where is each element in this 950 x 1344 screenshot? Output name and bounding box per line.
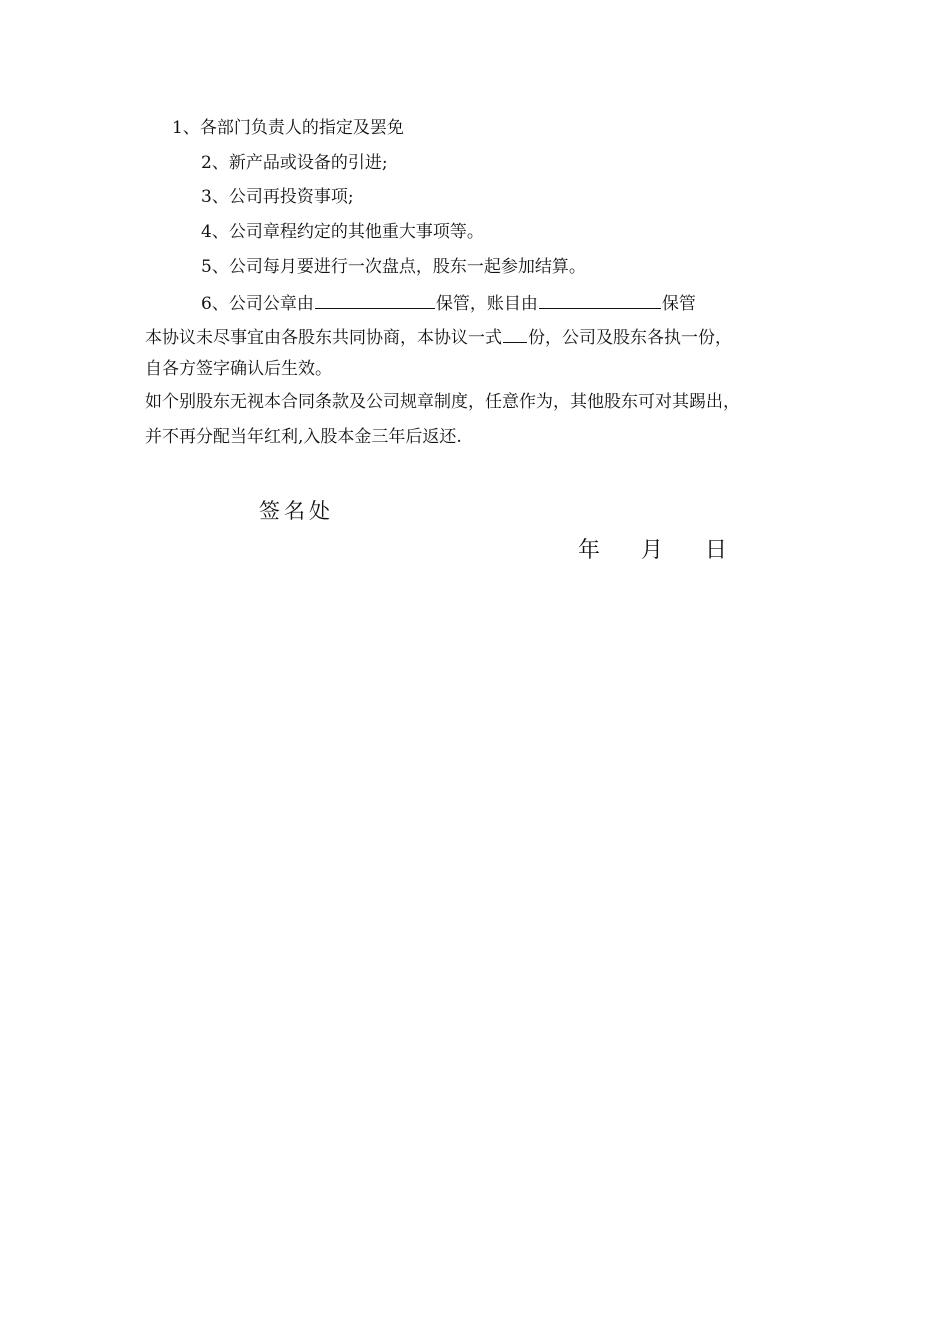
signature-label: 签名处 (259, 499, 334, 523)
clause-item-6-middle: 保管，账目由 (435, 294, 538, 314)
agreement-line-1-suffix: 份，公司及股东各执一份， (528, 328, 732, 348)
copies-blank (503, 325, 527, 343)
agreement-line-1 (145, 325, 732, 349)
penalty-line-2: 并不再分配当年红利,入股本金三年后返还. (145, 427, 462, 447)
clause-item-3: 3、公司再投资事项; (201, 187, 354, 207)
agreement-line-2: 自各方签字确认后生效。 (145, 359, 332, 379)
clause-item-2: 2、新产品或设备的引进; (201, 153, 388, 173)
clause-item-1: 1、各部门负责人的指定及罢免 (172, 118, 404, 138)
date-day-label: 日 (705, 538, 728, 563)
agreement-line-1-prefix: 本协议未尽事宜由各股东共同协商，本协议一式 (145, 328, 502, 348)
clause-item-6 (201, 291, 696, 315)
clause-item-6-prefix: 6、公司公章由 (201, 294, 314, 314)
date-month-label: 月 (641, 538, 664, 563)
clause-item-5: 5、公司每月要进行一次盘点，股东一起参加结算。 (201, 257, 586, 277)
date-year-label: 年 (578, 538, 601, 563)
seal-keeper-blank (315, 291, 435, 309)
clause-item-6-suffix: 保管 (661, 294, 696, 314)
penalty-line-1: 如个别股东无视本合同条款及公司规章制度，任意作为，其他股东可对其踢出， (145, 392, 740, 412)
accounts-keeper-blank (539, 291, 661, 309)
clause-item-4: 4、公司章程约定的其他重大事项等。 (201, 222, 484, 242)
